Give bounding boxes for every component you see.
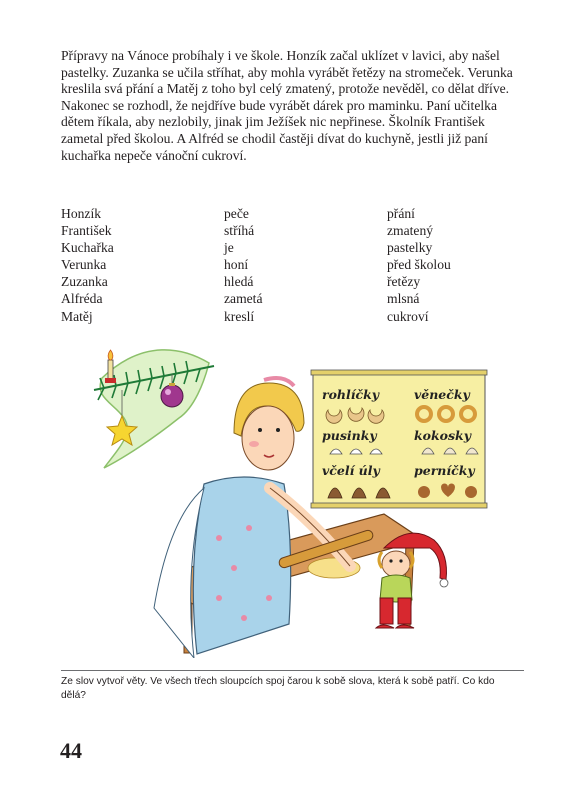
objects-column bbox=[387, 205, 451, 325]
task-instruction: Ze slov vytvoř věty. Ve všech třech sloupcích spoj čarou k sobě slova, která k sobě patří. Co kdo dělá? bbox=[61, 676, 495, 701]
verbs-column bbox=[224, 205, 263, 325]
divider-rule bbox=[61, 670, 524, 671]
object-word: pastelky bbox=[387, 240, 433, 256]
subject-word: František bbox=[61, 223, 112, 239]
kitchen-illustration bbox=[84, 338, 494, 658]
verb-word: zametá bbox=[224, 291, 263, 307]
poster-label: perníčky bbox=[414, 463, 475, 478]
subject-word: Alfréda bbox=[61, 291, 103, 307]
verb-word: peče bbox=[224, 206, 249, 221]
verb-word: honí bbox=[224, 257, 249, 273]
poster-label: včelí úly bbox=[322, 463, 380, 478]
object-word: přání bbox=[387, 206, 415, 221]
poster-label: věnečky bbox=[414, 387, 470, 402]
christmas-branch bbox=[94, 350, 214, 468]
verb-word: kreslí bbox=[224, 308, 255, 324]
verb-word: hledá bbox=[224, 274, 254, 290]
object-word: před školou bbox=[387, 257, 451, 273]
poster-label: rohlíčky bbox=[322, 387, 380, 402]
poster-label: pusinky bbox=[322, 428, 377, 443]
subject-word: Verunka bbox=[61, 257, 107, 273]
object-word: mlsná bbox=[387, 291, 420, 307]
subject-word: Honzík bbox=[61, 206, 102, 221]
story-paragraph: Přípravy na Vánoce probíhaly i ve škole. Honzík začal uklízet v lavici, aby našel pastelky. Zuzanka se učila stříhat, aby mohla vyrábět řetězy na stromeček. Verunka kreslila svá přání a Matěj z toho byl celý zmatený, protože nevěděl, co dělat dříve. Nakonec se rozhodl, že nejdříve bude vyrábět dárek pro maminku. Paní učitelka dětem říkala, aby nezlobily, jinak jim Ježíšek nic nepřinese. Školník František zametal před školou. A Alfréd se chodil častěji dívat do kuchyně, jestli již paní kuchařka nepeče vánoční cukroví. bbox=[61, 48, 513, 163]
object-word: řetězy bbox=[387, 274, 421, 290]
object-word: cukroví bbox=[387, 308, 429, 324]
object-word: zmatený bbox=[387, 223, 434, 239]
page-number: 44 bbox=[60, 738, 82, 763]
poster-label: kokosky bbox=[414, 428, 471, 443]
subject-word: Kuchařka bbox=[61, 240, 114, 256]
subject-word: Matěj bbox=[61, 308, 93, 324]
cookie-poster bbox=[311, 370, 487, 508]
subject-word: Zuzanka bbox=[61, 274, 108, 290]
verb-word: je bbox=[224, 240, 234, 256]
verb-word: stříhá bbox=[224, 223, 255, 239]
subjects-column bbox=[61, 205, 114, 325]
